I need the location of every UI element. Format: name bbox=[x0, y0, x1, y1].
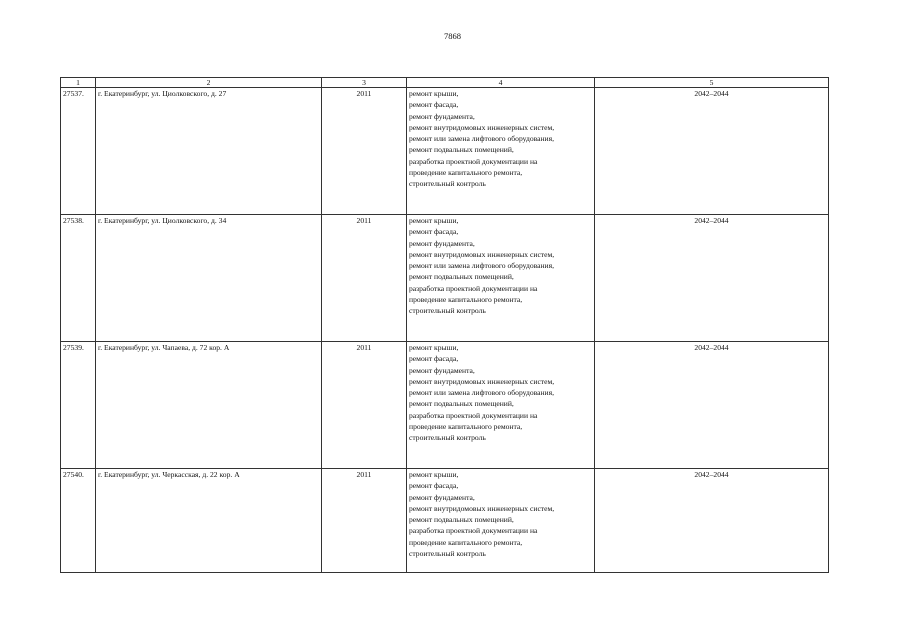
work-item: ремонт крыши, bbox=[409, 89, 459, 98]
header-col-1: 1 bbox=[61, 78, 96, 88]
work-item: ремонт подвальных помещений, bbox=[409, 515, 514, 525]
work-item: ремонт или замена лифтового оборудования, bbox=[409, 261, 554, 271]
work-item: ремонт фасада, bbox=[409, 481, 459, 491]
header-col-2: 2 bbox=[96, 78, 322, 88]
table-row bbox=[61, 215, 829, 342]
row-period: 2042–2044 bbox=[595, 469, 829, 573]
row-year: 2011 bbox=[322, 215, 407, 342]
work-item: ремонт фундамента, bbox=[409, 238, 475, 248]
row-address: г. Екатеринбург, ул. Циолковского, д. 27 bbox=[96, 88, 322, 215]
table-row bbox=[61, 88, 829, 215]
row-works bbox=[407, 88, 595, 215]
row-year: 2011 bbox=[322, 88, 407, 215]
capital-repair-table bbox=[60, 77, 829, 573]
work-item: ремонт внутридомовых инженерных систем, bbox=[409, 376, 555, 386]
row-works bbox=[407, 342, 595, 469]
work-item: ремонт внутридомовых инженерных систем, bbox=[409, 503, 555, 513]
work-item: разработка проектной документации на bbox=[409, 526, 538, 536]
work-item: ремонт или замена лифтового оборудования, bbox=[409, 388, 554, 398]
work-item: ремонт фундамента, bbox=[409, 111, 475, 121]
table-row bbox=[61, 342, 829, 469]
row-works bbox=[407, 469, 595, 573]
work-item: ремонт внутридомовых инженерных систем, bbox=[409, 122, 555, 132]
row-number: 27538. bbox=[61, 215, 96, 342]
row-number: 27539. bbox=[61, 342, 96, 469]
header-col-3: 3 bbox=[322, 78, 407, 88]
page-number: 7868 bbox=[444, 31, 461, 41]
work-item: проведение капитального ремонта, bbox=[409, 537, 523, 547]
row-address: г. Екатеринбург, ул. Черкасская, д. 22 кор. А bbox=[96, 469, 322, 573]
row-period: 2042–2044 bbox=[595, 342, 829, 469]
work-item: ремонт или замена лифтового оборудования, bbox=[409, 134, 554, 144]
header-col-5: 5 bbox=[595, 78, 829, 88]
work-item: ремонт крыши, bbox=[409, 216, 459, 225]
work-item: проведение капитального ремонта, bbox=[409, 422, 523, 432]
work-item: проведение капитального ремонта, bbox=[409, 168, 523, 178]
row-number: 27540. bbox=[61, 469, 96, 573]
work-item: разработка проектной документации на bbox=[409, 156, 538, 166]
work-item: разработка проектной документации на bbox=[409, 283, 538, 293]
row-period: 2042–2044 bbox=[595, 88, 829, 215]
work-item: разработка проектной документации на bbox=[409, 410, 538, 420]
work-item: ремонт фундамента, bbox=[409, 365, 475, 375]
work-item: строительный контроль bbox=[409, 433, 486, 443]
work-item: ремонт подвальных помещений, bbox=[409, 145, 514, 155]
work-item: ремонт фасада, bbox=[409, 227, 459, 237]
header-col-4: 4 bbox=[407, 78, 595, 88]
work-item: ремонт крыши, bbox=[409, 343, 459, 352]
row-year: 2011 bbox=[322, 469, 407, 573]
work-item: проведение капитального ремонта, bbox=[409, 295, 523, 305]
work-item: ремонт фасада, bbox=[409, 354, 459, 364]
work-item: ремонт подвальных помещений, bbox=[409, 399, 514, 409]
work-item: строительный контроль bbox=[409, 179, 486, 189]
row-works bbox=[407, 215, 595, 342]
work-item: ремонт крыши, bbox=[409, 470, 459, 479]
work-item: ремонт фундамента, bbox=[409, 492, 475, 502]
work-item: ремонт внутридомовых инженерных систем, bbox=[409, 249, 555, 259]
table-header-row bbox=[61, 78, 829, 88]
work-item: ремонт фасада, bbox=[409, 100, 459, 110]
row-number: 27537. bbox=[61, 88, 96, 215]
work-item: строительный контроль bbox=[409, 306, 486, 316]
table-row bbox=[61, 469, 829, 573]
row-address: г. Екатеринбург, ул. Циолковского, д. 34 bbox=[96, 215, 322, 342]
row-year: 2011 bbox=[322, 342, 407, 469]
row-period: 2042–2044 bbox=[595, 215, 829, 342]
row-address: г. Екатеринбург, ул. Чапаева, д. 72 кор. А bbox=[96, 342, 322, 469]
work-item: строительный контроль bbox=[409, 549, 486, 559]
work-item: ремонт подвальных помещений, bbox=[409, 272, 514, 282]
